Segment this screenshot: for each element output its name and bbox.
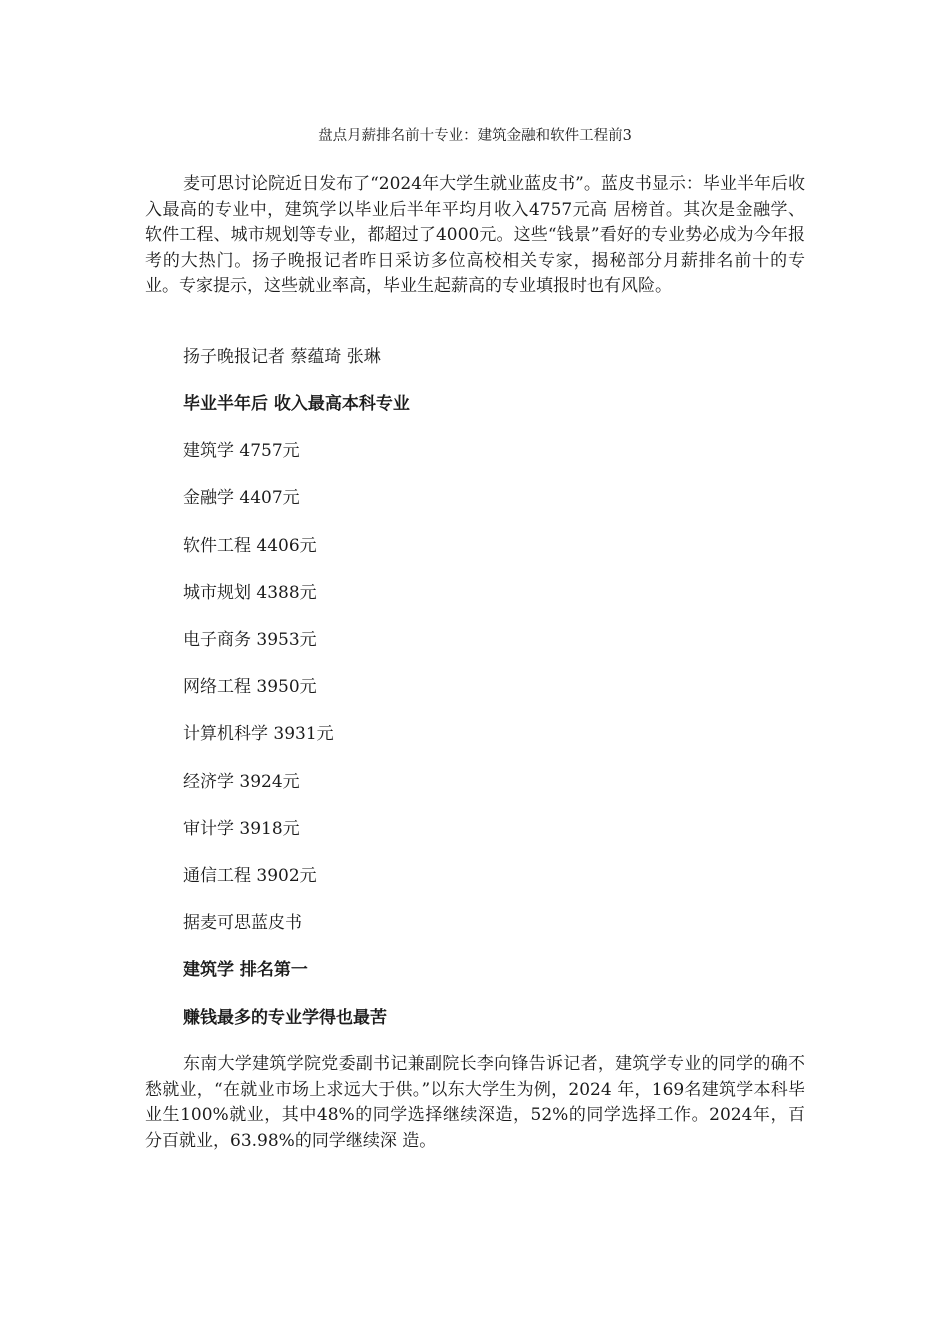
ranking-item-6: 网络工程 3950元: [183, 677, 317, 697]
section-heading-rank: 建筑学 排名第一: [183, 960, 308, 980]
ranking-heading: 毕业半年后 收入最高本科专业: [183, 394, 410, 414]
ranking-item-9: 审计学 3918元: [183, 819, 300, 839]
ranking-item-7: 计算机科学 3931元: [183, 724, 334, 744]
byline: 扬子晚报记者 蔡蕴琦 张琳: [183, 347, 381, 367]
body-paragraph: 东南大学建筑学院党委副书记兼副院长李向锋告诉记者，建筑学专业的同学的确不愁就业，“在就业市场上求远大于供。”以东大学生为例，2024 年，169名建筑学本科毕业生100%就业，其中48%的同学选择继续深造，52%的同学选择工作。2024年，百分百就业，63.98%的同学继续深 造。: [145, 1054, 805, 1151]
ranking-item-1: 建筑学 4757元: [183, 441, 300, 461]
ranking-item-2: 金融学 4407元: [183, 488, 300, 508]
ranking-item-10: 通信工程 3902元: [183, 866, 317, 886]
ranking-item-5: 电子商务 3953元: [183, 630, 317, 650]
ranking-item-3: 软件工程 4406元: [183, 536, 317, 556]
source-note: 据麦可思蓝皮书: [183, 913, 302, 933]
intro-paragraph: 麦可思讨论院近日发布了“2024年大学生就业蓝皮书”。蓝皮书显示：毕业半年后收入最高的专业中，建筑学以毕业后半年平均月收入4757元高 居榜首。其次是金融学、软件工程、城市规划等专业，都超过了4000元。这些“钱景”看好的专业势必成为今年报考的大热门。扬子晚报记者昨日采访多位高校相关专家，揭秘部分月薪排名前十的专业。专家提示，这些就业率高，毕业生起薪高的专业填报时也有风险。: [145, 174, 805, 296]
document-title: 盘点月薪排名前十专业：建筑金融和软件工程前3: [318, 128, 632, 144]
section-heading-hardest: 赚钱最多的专业学得也最苦: [183, 1008, 387, 1028]
ranking-item-8: 经济学 3924元: [183, 772, 300, 792]
ranking-item-4: 城市规划 4388元: [183, 583, 317, 603]
